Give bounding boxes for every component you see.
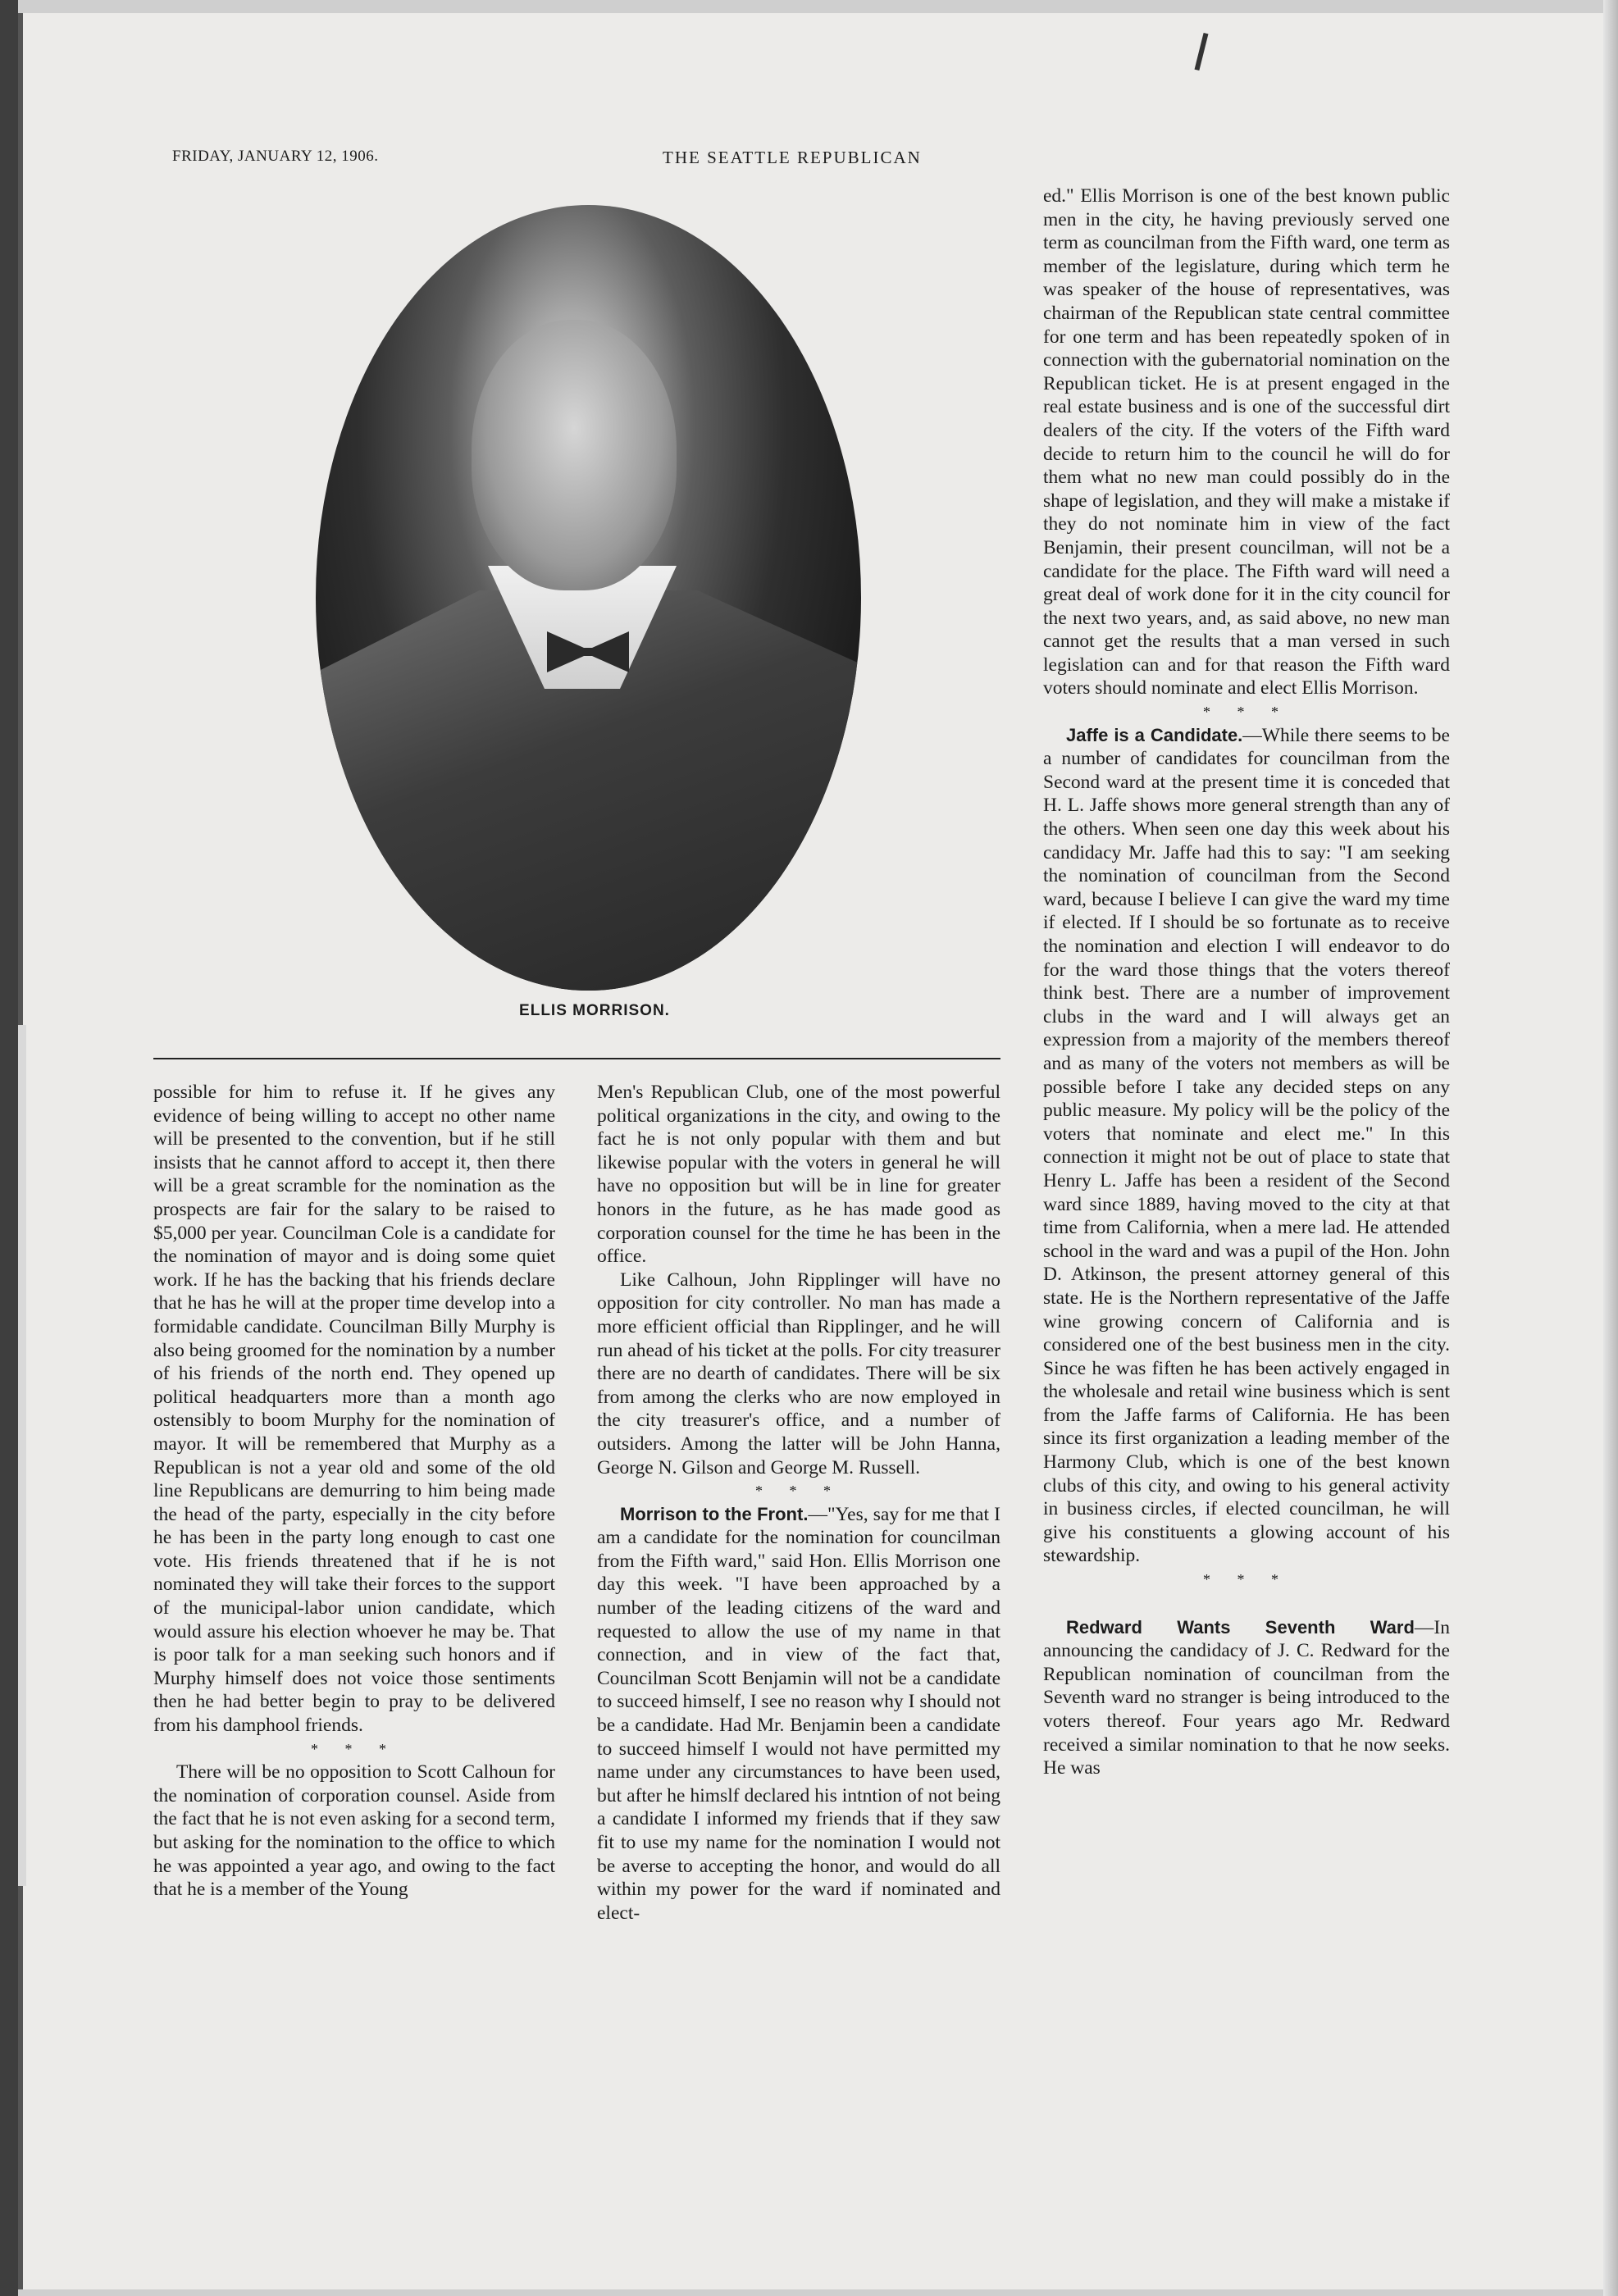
newspaper-title: THE SEATTLE REPUBLICAN <box>663 148 922 167</box>
article-text: —While there seems to be a number of candidates for councilman from the Second ward at the present time it is conceded that H. L. Jaffe shows more general strength than any of the others. When seen one day this week about his candidacy Mr. Jaffe had this to say: "I am seeking the nomination of councilman from the Second ward, because I believe I can give the ward my time if elected. If I should be so fortunate as to receive the nomination and election I will endeavor to do for the ward those things that the voters thereof think best. There are a number of improvement clubs in the ward and I will always get an expression from a majority of the members thereof and as many of the voters not members as will be possible before I take any decided steps on any public measure. My policy will be the policy of the voters that nominate and elect me." In this connection it might not be out of place to state that Henry L. Jaffe has been a resident of the Second ward since 1889, having moved to the city at that time from California, when a mere lad. He attended school in the ward and was a pupil of the Hon. John D. Atkinson, the present attorney general of this state. He is the Northern representative of the Jaffe wine growing concern of California and is considered one of the best business men in the city. Since he was fiften he has been actively engaged in the wholesale and retail wine business which is sent from the Jaffe farms of California. He has been since its first organization a leading member of the Harmony Club, which is one of the best known clubs of this city, and owing to his general activity in business circles, if elected councilman, he will give his constituents a glowing account of his stewardship. <box>1043 724 1450 1567</box>
page-edge-shadow <box>1603 0 1618 2296</box>
section-separator: * * * <box>1203 704 1290 721</box>
portrait-photo <box>316 205 861 991</box>
portrait-caption: ELLIS MORRISON. <box>519 1002 670 1019</box>
section-separator: * * * <box>1203 1571 1290 1588</box>
section-separator: * * * <box>311 1740 398 1757</box>
horizontal-rule <box>153 1058 1000 1059</box>
paragraph: Like Calhoun, John Ripplinger will have no opposition for city controller. No man has made a more efficient official than Ripplinger, and he will run ahead of his ticket at the polls. For city treasurer there are no dearth of candidates. There will be six from among the clerks who are now employed in the city treasurer's office, and a number of outsiders. Among the latter will be John Hanna, George N. Gilson and George M. Russell. <box>597 1269 1000 1478</box>
article-headline: Jaffe is a Candidate. <box>1066 724 1243 745</box>
binding-edge <box>0 0 18 2296</box>
paragraph <box>1043 1616 1450 1780</box>
article-text: —"Yes, say for me that I am a candidate for the nomination for councilman from the Fifth ward," said Hon. Ellis Morrison one day this week. "I have been approached by a number of the leading citizens of the ward and requested to allow the use of my name in that connection, and in view of the fact that, Councilman Scott Benjamin will not be a candidate to succeed himself, I see no reason why I should not be a candidate. Had Mr. Benjamin been a candidate to succeed himself I would not have permitted my name under any circumstances to have been used, but after he himslf declared his intntion of not being a candidate I informed my friends that if they saw fit to use my name for the nomination I would not be averse to accepting the honor, and would do all within my power for the ward if nominated and elect- <box>597 1503 1000 1924</box>
paragraph: There will be no opposition to Scott Calhoun for the nomination of corporation counsel. Aside from the fact that he is not even asking for a second term, but asking for the nomination to the office to which he was appointed a year ago, and owing to the fact that he is a member of the Young <box>153 1761 555 1901</box>
issue-date: FRIDAY, JANUARY 12, 1906. <box>172 148 379 165</box>
paragraph <box>1043 724 1450 1568</box>
article-text: —In announcing the candidacy of J. C. Redward for the Republican nomination of councilman from the Seventh ward no stranger is being introduced to the voters thereof. Four years ago Mr. Redward received a similar nomination to that he now seeks. He was <box>1043 1616 1450 1779</box>
article-column-1 <box>153 1081 555 1902</box>
paragraph: Men's Republican Club, one of the most powerful political organizations in the city, and owing to the fact he is not only popular with them and but likewise popular with the voters in general he will have no opposition but will be in line for greater honors in the future, as he has made good as corporation counsel for the time he has been in the office. <box>597 1082 1000 1268</box>
paragraph: possible for him to refuse it. If he gives any evidence of being willing to accept no other name will be presented to the convention, but if he still insists that he cannot afford to accept it, then there will be a great scramble for the nomination as the prospects are fair for the salary to be raised to $5,000 per year. Councilman Cole is a candidate for the nomination of mayor and is doing some quiet work. If he has the backing that his friends declare that he has he will at the proper time develop into a formidable candidate. Councilman Billy Murphy is also being groomed for the nomination by a number of his friends of the north end. They opened up political headquarters more than a month ago ostensibly to boom Murphy for the nomination of mayor. It will be remembered that Murphy as a Republican is not a year old and some of the old line Republicans are demurring to him being made the head of the party, especially in the city before he has been in the party long enough to cast one vote. His friends threatened that if he is not nominated they will take their forces to the support of the municipal-labor union candidate, which would assure his election whoever he may be. That is poor talk for a man seeking such honors and if Murphy himself does not voice those sentiments then he had better begin to pray to be delivered from his damphool friends. <box>153 1082 555 1737</box>
portrait-face <box>472 320 677 590</box>
section-separator: * * * <box>755 1483 842 1500</box>
article-column-2 <box>597 1081 1000 1925</box>
article-column-3 <box>1043 184 1450 1780</box>
article-headline: Morrison to the Front. <box>620 1503 809 1524</box>
spacer <box>1043 1592 1450 1616</box>
article-headline: Redward Wants Seventh Ward <box>1066 1616 1415 1638</box>
paragraph <box>597 1503 1000 1925</box>
adjacent-page-strip <box>18 1025 26 1886</box>
paragraph: ed." Ellis Morrison is one of the best known public men in the city, he having previously served one term as councilman from the Fifth ward, one term as member of the legislature, during which term he was speaker of the house of representatives, was chairman of the Republican state central committee for one term and has been repeatedly spoken of in connection with the gubernatorial nomination on the Republican ticket. He is at present engaged in the real estate business and is one of the successful dirt dealers of the city. If the voters of the Fifth ward decide to return him to the council he will do for them what no new man could possibly do in the shape of legislation, and they will make a mistake if they do not nominate him in view of the fact Benjamin, their present councilman, will not be a candidate for the place. The Fifth ward will need a great deal of work done for it in the city council for the next two years, and, as said above, no new man cannot get the results that a man versed in such legislation can and for that reason the Fifth ward voters should nominate and elect Ellis Morrison. <box>1043 185 1450 699</box>
